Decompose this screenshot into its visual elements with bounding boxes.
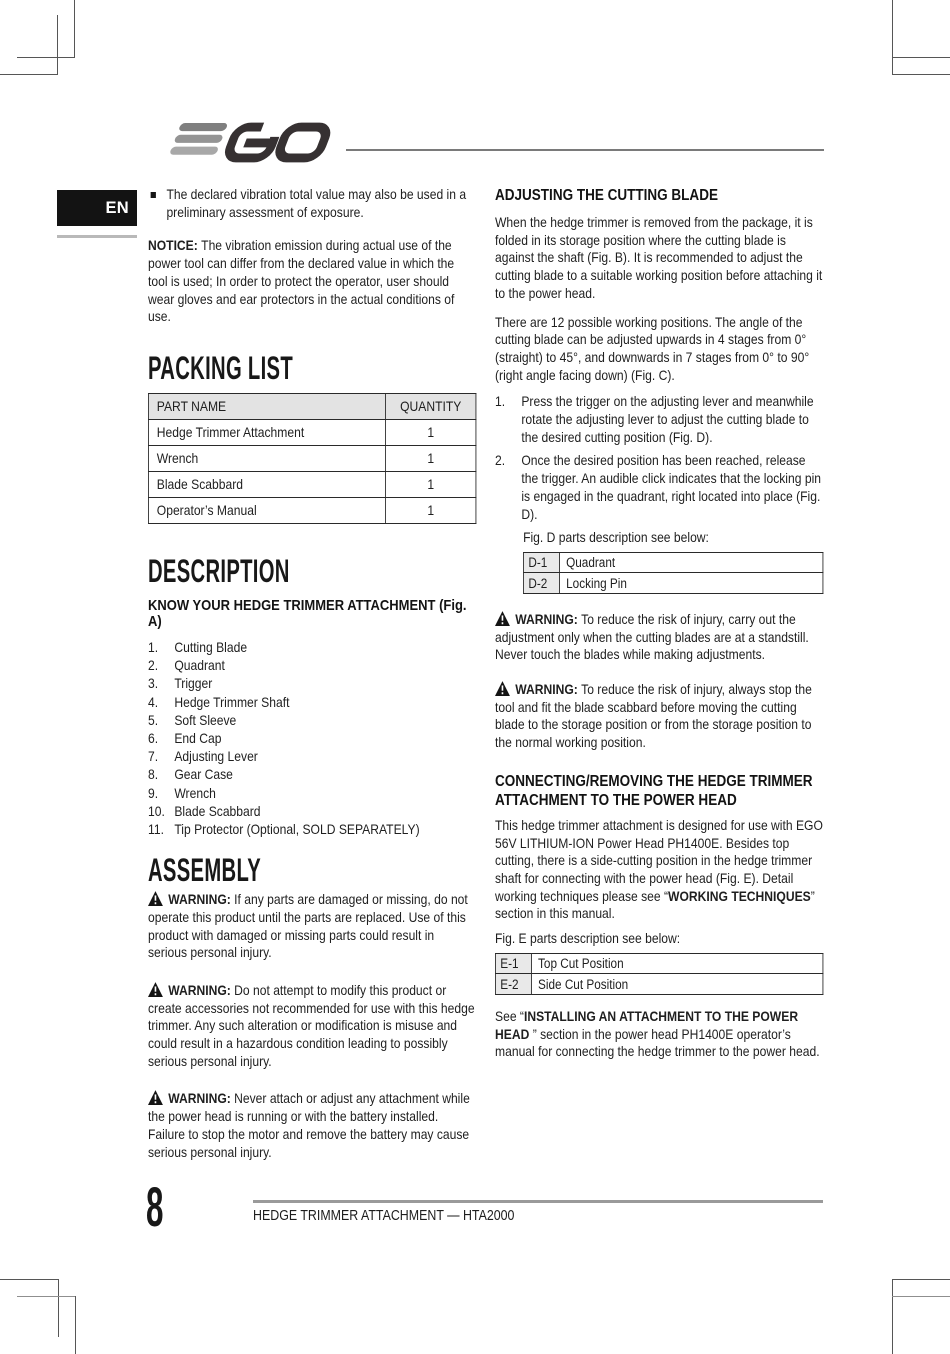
- language-badge: [57, 190, 137, 226]
- square-bullet-icon: [151, 192, 156, 198]
- table-row: [148, 497, 475, 523]
- list-item: 1. Cutting Blade: [148, 639, 248, 655]
- ego-logo: [146, 120, 341, 170]
- fig-e-table: [495, 953, 823, 995]
- warning-label: WARNING:: [515, 682, 582, 698]
- table-header-row: [148, 393, 475, 419]
- connecting-paragraph: This hedge trimmer attachment is designed for use with EGO 56V LITHIUM-ION Power Head PH1400E. Besides top cutting, there is a side-cutting position in the hedge trimmer shaft for connecting with the power head (Fig. E). Detail working techniques please see “WORKING TECHNIQUES” section in this manual.: [495, 817, 823, 922]
- warning-label: WARNING:: [168, 982, 235, 998]
- col-header-quantity: QUANTITY: [385, 393, 475, 419]
- warning-label: WARNING:: [168, 1091, 235, 1107]
- step-item: 1. Press the trigger on the adjusting lever and meanwhile rotate the adjusting lever to adjust the cutting blade to the desired cutting position (Fig. D).: [495, 394, 814, 445]
- cell-part-name: Hedge Trimmer Attachment: [148, 419, 385, 445]
- warning-triangle-icon: [495, 611, 510, 629]
- fig-e-key: E-2: [495, 974, 531, 995]
- installing-attachment-ref: INSTALLING AN ATTACHMENT TO THE POWER HEAD: [495, 1008, 799, 1042]
- cell-part-name: Blade Scabbard: [148, 471, 385, 497]
- table-row: [524, 573, 823, 594]
- warning-paragraph: WARNING: If any parts are damaged or missing, do not operate this product until the parts are replaced. Use of this product with damaged or missing parts could result in serious personal injury.: [148, 892, 468, 961]
- footer-rule: [253, 1200, 823, 1203]
- header-rule: [346, 149, 824, 151]
- warning-paragraph: WARNING: Never attach or adjust any attachment while the power head is running or with the battery installed. Failure to stop the motor and remove the battery may cause serious personal injury.: [148, 1091, 470, 1160]
- adjusting-steps: [495, 393, 823, 523]
- warning-paragraph: WARNING: Do not attempt to modify this product or create accessories not recommended for use with this hedge trimmer. Any such alteration or modification is misuse and could result in a hazardous condition leading to possibly serious personal injury.: [148, 982, 475, 1069]
- warning-label: WARNING:: [515, 611, 582, 627]
- fig-e-key: E-1: [495, 953, 531, 974]
- list-item: 8. Gear Case: [148, 767, 233, 783]
- list-item: 9. Wrench: [148, 785, 216, 801]
- bullet-text: The declared vibration total value may also be used in a preliminary assessment of exposure.: [166, 187, 467, 220]
- warning-label: WARNING:: [168, 892, 235, 908]
- fig-d-value: Quadrant: [560, 552, 823, 573]
- table-row: [148, 471, 475, 497]
- cell-quantity: 1: [385, 471, 475, 497]
- notice-label: NOTICE:: [148, 238, 202, 254]
- warning-triangle-icon: [148, 982, 163, 1000]
- adjusting-paragraph-1: When the hedge trimmer is removed from the package, it is folded in its storage position where the cutting blade is against the shaft (Fig. B). It is recommended to adjust the cutting blade to a suitable working position before attaching it to the power head.: [495, 215, 823, 301]
- list-item: 2. Quadrant: [148, 658, 225, 674]
- fig-e-caption: Fig. E parts description see below:: [495, 931, 681, 947]
- fig-e-value: Side Cut Position: [531, 974, 822, 995]
- warning-triangle-icon: [148, 891, 163, 909]
- description-heading: DESCRIPTION: [148, 552, 290, 589]
- table-row: [148, 419, 475, 445]
- parts-list: [148, 639, 476, 839]
- list-item: 5. Soft Sleeve: [148, 712, 237, 728]
- packing-list-table: [148, 393, 476, 524]
- language-badge-underline: [57, 235, 137, 238]
- cell-part-name: Operator’s Manual: [148, 497, 385, 523]
- fig-e-value: Top Cut Position: [531, 953, 822, 974]
- cell-quantity: 1: [385, 445, 475, 471]
- fig-d-value: Locking Pin: [560, 573, 823, 594]
- fig-d-caption: Fig. D parts description see below:: [523, 530, 709, 546]
- table-row: [148, 445, 475, 471]
- list-item: 6. End Cap: [148, 730, 222, 746]
- cell-quantity: 1: [385, 497, 475, 523]
- fig-d-key: D-1: [524, 552, 560, 573]
- know-your-attachment-subheading: KNOW YOUR HEDGE TRIMMER ATTACHMENT (Fig. A): [148, 597, 467, 630]
- cell-part-name: Wrench: [148, 445, 385, 471]
- language-label: EN: [105, 198, 129, 217]
- packing-list-heading: PACKING LIST: [148, 349, 294, 386]
- vibration-bullet-item: [148, 186, 476, 221]
- list-item: 3. Trigger: [148, 676, 213, 692]
- fig-d-key: D-2: [524, 573, 560, 594]
- page-number: 8: [146, 1175, 164, 1238]
- installing-reference-paragraph: See “INSTALLING AN ATTACHMENT TO THE POWER HEAD ” section in the power head PH1400E operator’s manual for connecting the hedge trimmer to the power head.: [495, 1008, 820, 1060]
- warning-paragraph: WARNING: To reduce the risk of injury, carry out the adjustment only when the cutting blades are at a standstill. Never touch the blades while making adjustments.: [495, 611, 809, 663]
- assembly-heading: ASSEMBLY: [148, 852, 262, 889]
- warning-paragraph: WARNING: To reduce the risk of injury, always stop the tool and fit the blade scabbard before moving the cutting blade to the storage position or from the storage position to the normal working position.: [495, 682, 812, 751]
- notice-paragraph: [148, 237, 476, 326]
- cell-quantity: 1: [385, 419, 475, 445]
- col-header-part-name: PART NAME: [148, 393, 385, 419]
- footer-doc-title: HEDGE TRIMMER ATTACHMENT — HTA2000: [253, 1208, 515, 1224]
- connecting-heading: CONNECTING/REMOVING THE HEDGE TRIMMER ATTACHMENT TO THE POWER HEAD: [495, 772, 813, 809]
- step-item: 2. Once the desired position has been reached, release the trigger. An audible click indicates that the locking pin is engaged in the quadrant, right located into place (Fig. D).: [495, 453, 822, 522]
- right-column: [495, 186, 823, 1061]
- warning-triangle-icon: [495, 681, 510, 699]
- list-item: 10. Blade Scabbard: [148, 803, 261, 819]
- list-item: 4. Hedge Trimmer Shaft: [148, 694, 290, 710]
- table-row: [524, 552, 823, 573]
- warning-triangle-icon: [148, 1090, 163, 1108]
- table-row: [495, 953, 822, 974]
- adjusting-paragraph-2: There are 12 possible working positions. The angle of the cutting blade can be adjusted upwards in 4 stages from 0° (straight) to 45°, and downwards in 7 stages from 0° to 90° (right angle facing down) (Fig. C).: [495, 314, 810, 383]
- fig-d-table: [523, 552, 823, 594]
- adjusting-blade-heading: ADJUSTING THE CUTTING BLADE: [495, 187, 718, 204]
- working-techniques-ref: WORKING TECHNIQUES: [668, 888, 811, 904]
- list-item: 7. Adjusting Lever: [148, 749, 258, 765]
- notice-text: The vibration emission during actual use of the power tool can differ from the declared value in which the tool is used; In order to protect the operator, user should wear gloves and ear protectors in the actual conditions of use.: [148, 238, 455, 325]
- left-column: [148, 186, 476, 1161]
- list-item: 11. Tip Protector (Optional, SOLD SEPARATELY): [148, 821, 420, 837]
- table-row: [495, 974, 822, 995]
